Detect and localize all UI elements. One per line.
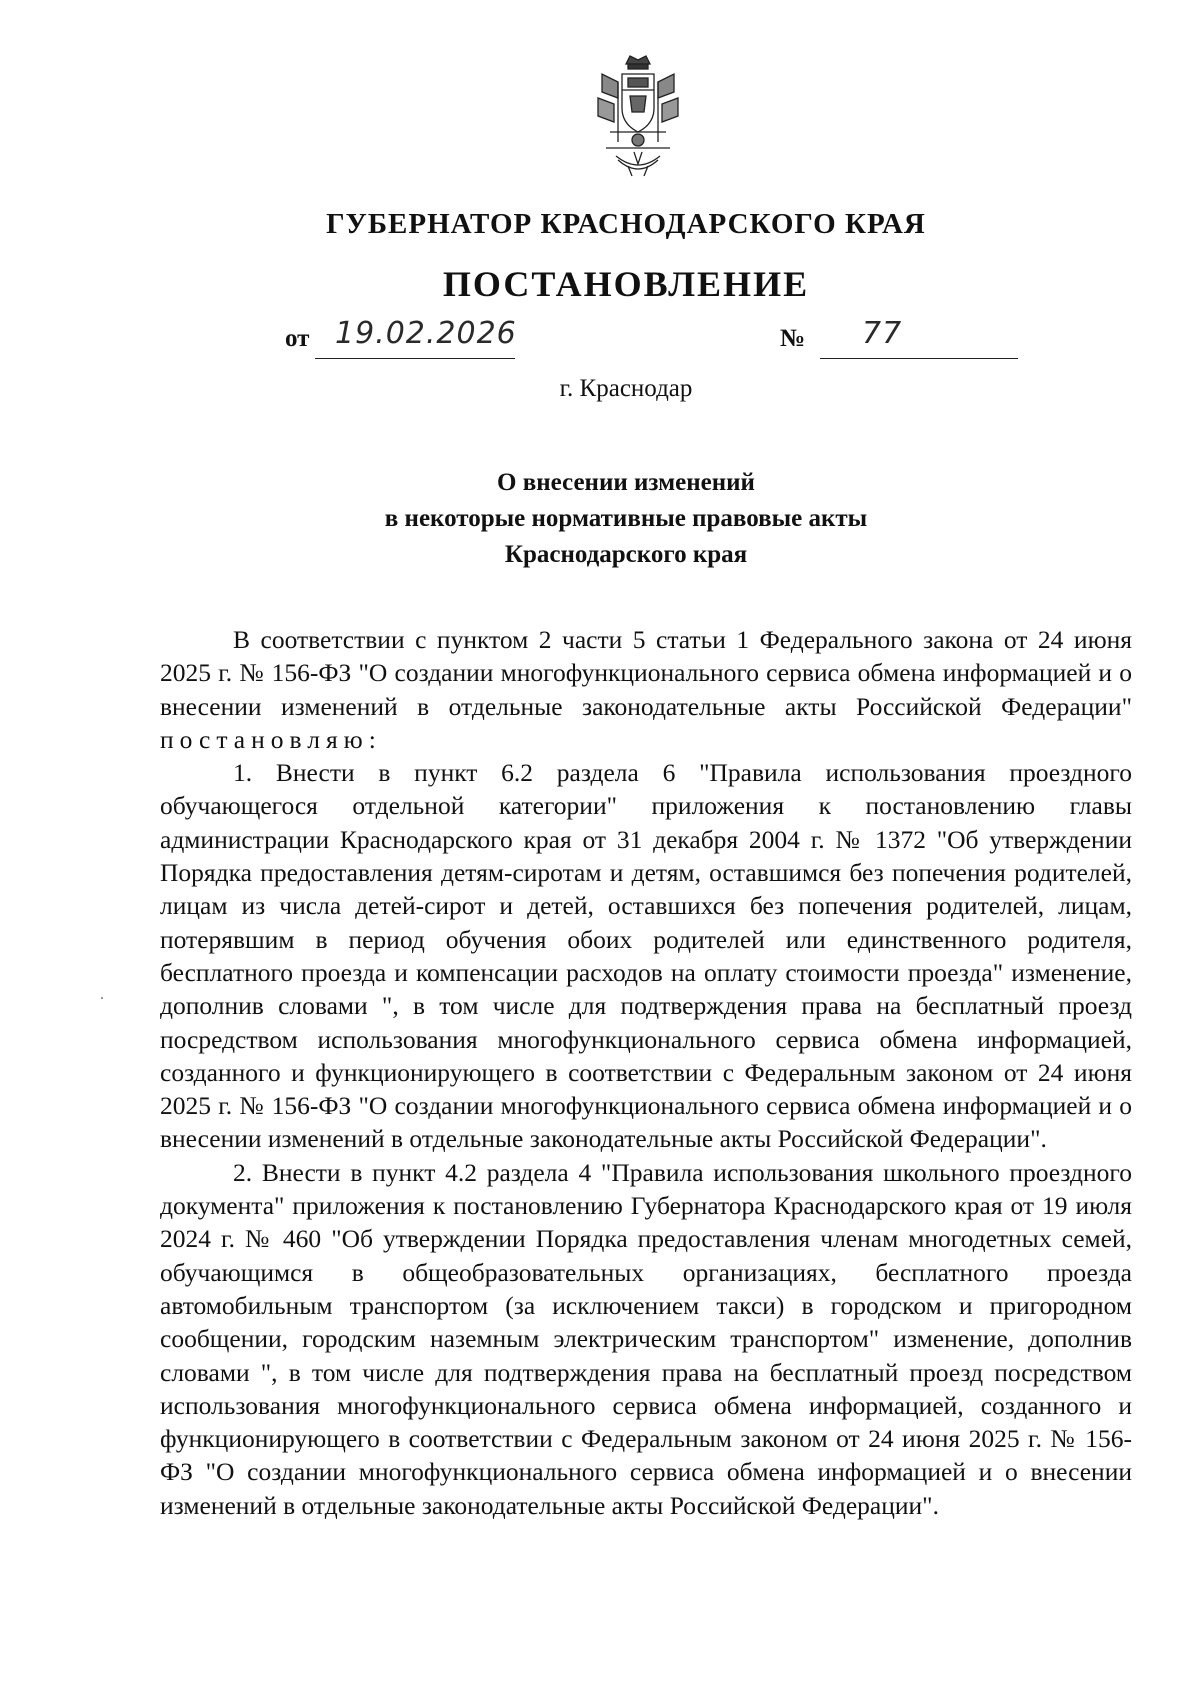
date-field <box>315 318 515 359</box>
scan-speck <box>101 997 103 999</box>
item-2-paragraph: 2. Внести в пункт 4.2 раздела 4 "Правила использования школьного проездного документа" приложения к постановлению Губернатора Краснодарского края от 19 июля 2024 г. № 460 "Об утверждении Порядка предоставления членам многодетных семей, обучающимся в общеобразовательных организациях, бесплатного проезда автомобильным транспортом (за исключением такси) в городском и пригородном сообщении, городским наземным электрическим транспортом" изменение, дополнив словами ", в том числе для подтверждения права на бесплатный проезд посредством использования многофункционального сервиса обмена информацией, созданного и функционирующего в соответствии с Федеральным законом от 24 июня 2025 г. № 156-ФЗ "О создании многофункционального сервиса обмена информацией и о внесении изменений в отдельные законодательные акты Российской Федерации". <box>160 1157 1132 1520</box>
issue-city: г. Краснодар <box>559 375 693 402</box>
handwritten-date: 19.02.2026 <box>335 316 517 351</box>
date-prefix: от <box>285 325 310 352</box>
item-1-paragraph: 1. Внести в пункт 6.2 раздела 6 "Правила использования проездного обучающегося отдельной категории" приложения к постановлению главы администрации Краснодарского края от 31 декабря 2004 г. № 1372 "Об утверждении Порядка предоставления детям-сиротам и детям, оставшимся без попечения родителей, лицам из числа детей-сирот и детей, оставшихся без попечения родителей, лицам, потерявшим в период обучения обоих родителей или единственного родителя, бесплатного проезда и компенсации расходов на оплату стоимости проезда" изменение, дополнив словами ", в том числе для подтверждения права на бесплатный проезд посредством использования многофункционального сервиса обмена информацией, созданного и функционирующего в соответствии с Федеральным законом от 24 июня 2025 г. № 156-ФЗ "О создании многофункционального сервиса обмена информацией и о внесении изменений в отдельные законодательные акты Российской Федерации". <box>160 758 1132 1154</box>
preamble-paragraph <box>160 623 1132 756</box>
coat-of-arms-icon <box>588 52 688 180</box>
subject-line-1: О внесении изменений <box>497 469 755 496</box>
document-body <box>160 623 1132 1522</box>
handwritten-number: 77 <box>862 316 903 351</box>
resolve-word: постановляю: <box>160 724 382 754</box>
document-type-title: ПОСТАНОВЛЕНИЕ <box>442 264 810 304</box>
number-prefix: № <box>780 325 806 352</box>
subject-line-2: в некоторые нормативные правовые акты <box>384 505 868 532</box>
subject-line-3: Краснодарского края <box>504 541 748 568</box>
preamble-text: В соответствии с пунктом 2 части 5 статьи 1 Федерального закона от 24 июня 2025 г. № 156-ФЗ "О создании многофункционального сервиса обмена информацией и о внесении изменений в отдельные законодательные акты Российской Федерации" <box>160 625 1132 721</box>
document-subject <box>0 465 1200 573</box>
issuing-authority: ГУБЕРНАТОР КРАСНОДАРСКОГО КРАЯ <box>326 208 926 240</box>
number-field <box>820 318 1018 359</box>
